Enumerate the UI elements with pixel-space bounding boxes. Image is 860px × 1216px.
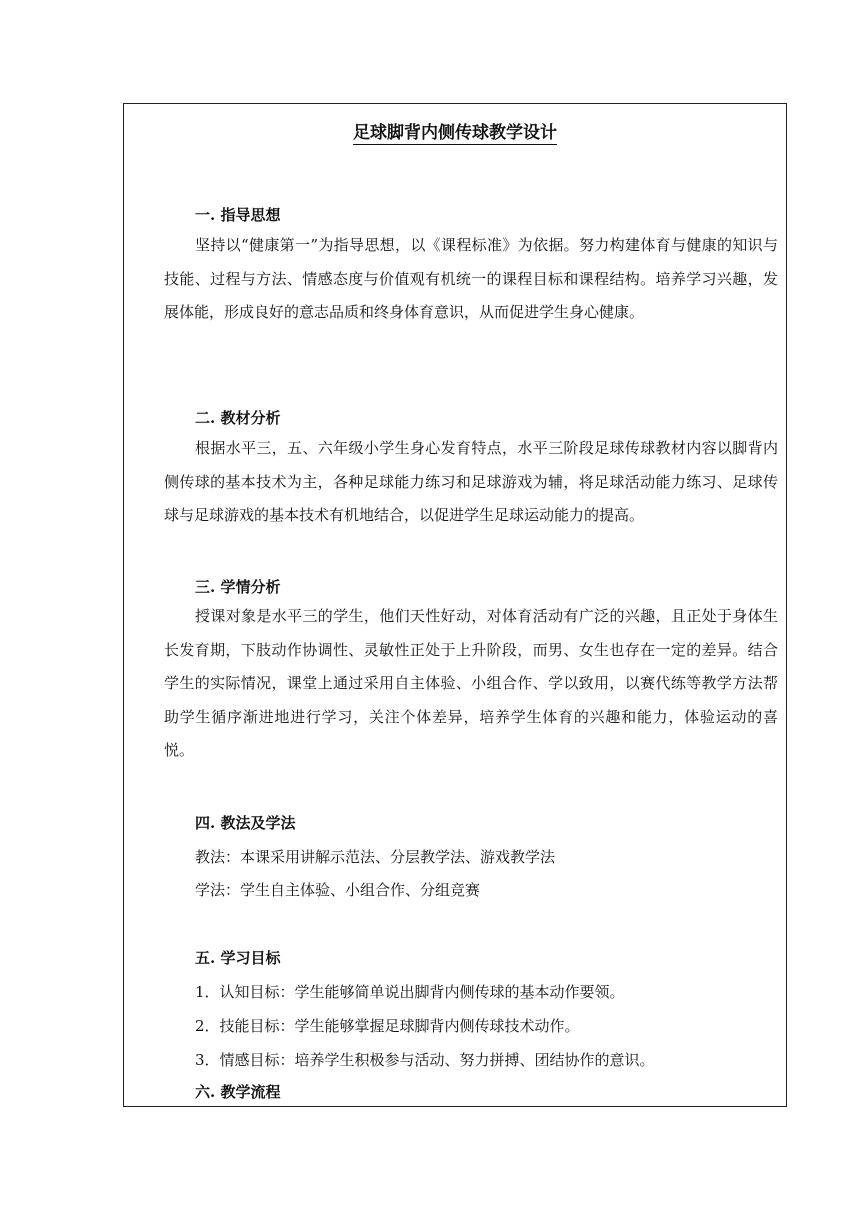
goal-item-emotional: 3．情感目标：培养学生积极参与活动、努力拼搏、团结协作的意识。 (195, 1051, 655, 1069)
paragraph-material-analysis: 根据水平三，五、六年级小学生身心发育特点，水平三阶段足球传球教材内容以脚背内侧传球的基本技术为主，各种足球能力练习和足球游戏为辅，将足球活动能力练习、足球传球与足球游戏的基本技术有机地结合，以促进学生足球运动能力的提高。 (164, 439, 778, 524)
goal-item-skill: 2．技能目标：学生能够掌握足球脚背内侧传球技术动作。 (195, 1017, 580, 1035)
heading-guiding-ideology: 一. 指导思想 (195, 206, 281, 224)
heading-methods: 四. 教法及学法 (195, 814, 296, 832)
heading-learning-goals: 五. 学习目标 (195, 949, 281, 967)
heading-material-analysis: 二. 教材分析 (195, 409, 281, 427)
document-title: 足球脚背内侧传球教学设计 (353, 123, 557, 143)
teaching-method-line: 教法：本课采用讲解示范法、分层教学法、游戏教学法 (195, 848, 556, 866)
goal-item-cognitive: 1．认知目标：学生能够简单说出脚背内侧传球的基本动作要领。 (195, 983, 625, 1001)
heading-learner-analysis: 三. 学情分析 (195, 578, 281, 596)
paragraph-guiding-ideology: 坚持以“健康第一”为指导思想，以《课程标准》为依据。努力构建体育与健康的知识与技能、过程与方法、情感态度与价值观有机统一的课程目标和课程结构。培养学习兴趣，发展体能，形成良好的意志品质和终身体育意识，从而促进学生身心健康。 (164, 236, 778, 321)
learning-method-line: 学法：学生自主体验、小组合作、分组竞赛 (195, 881, 481, 899)
heading-teaching-process: 六. 教学流程 (195, 1083, 281, 1101)
paragraph-learner-analysis: 授课对象是水平三的学生，他们天性好动，对体育活动有广泛的兴趣，且正处于身体生长发育期，下肢动作协调性、灵敏性正处于上升阶段，而男、女生也存在一定的差异。结合学生的实际情况，课堂上通过采用自主体验、小组合作、学以致用，以赛代练等教学方法帮助学生循序渐进地进行学习，关注个体差异，培养学生体育的兴趣和能力，体验运动的喜悦。 (164, 607, 778, 759)
document-frame (123, 103, 787, 1107)
